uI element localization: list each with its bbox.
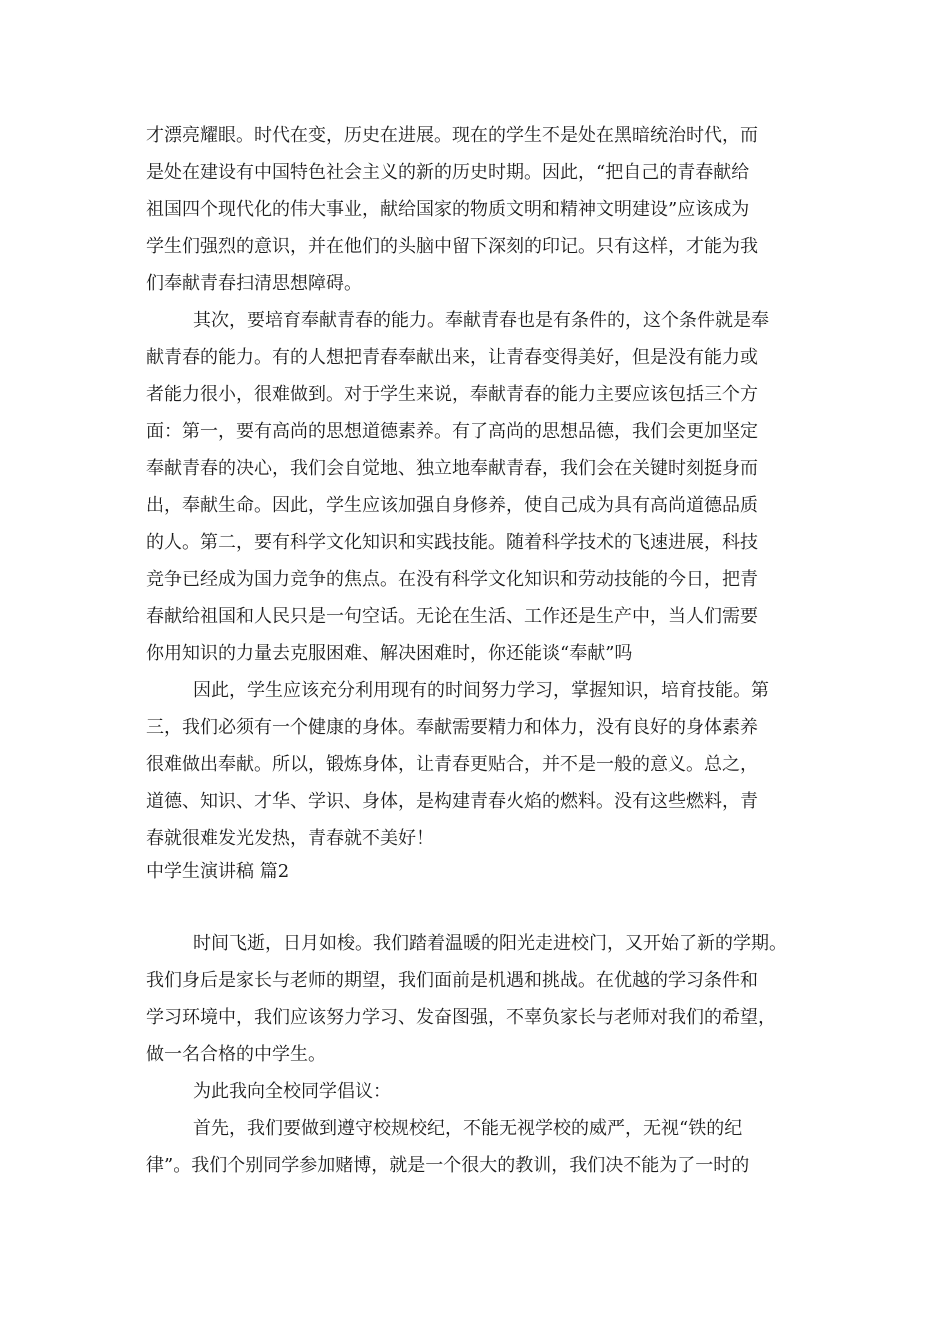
- paragraph-line: 律”。我们个别同学参加赌博，就是一个很大的教训，我们决不能为了一时的: [146, 1155, 750, 1176]
- paragraph-line: 才漂亮耀眼。时代在变，历史在进展。现在的学生不是处在黑暗统治时代，而: [146, 125, 758, 146]
- paragraph-line: 很难做出奉献。所以，锻炼身体，让青春更贴合，并不是一般的意义。总之，: [146, 754, 758, 775]
- paragraph-line: 春献给祖国和人民只是一句空话。无论在生活、工作还是生产中，当人们需要: [146, 606, 758, 627]
- paragraph-line: 做一名合格的中学生。: [146, 1044, 326, 1065]
- paragraph-line: 为此我向全校同学倡议：: [193, 1081, 391, 1102]
- paragraph-line: 春就很难发光发热，青春就不美好！: [146, 828, 434, 849]
- paragraph-line: 道德、知识、才华、学识、身体，是构建青春火焰的燃料。没有这些燃料，青: [146, 791, 758, 812]
- paragraph-line: 者能力很小，很难做到。对于学生来说，奉献青春的能力主要应该包括三个方: [146, 384, 758, 405]
- paragraph-line: 我们身后是家长与老师的期望，我们面前是机遇和挑战。在优越的学习条件和: [146, 970, 758, 991]
- paragraph-line: 三，我们必须有一个健康的身体。奉献需要精力和体力，没有良好的身体素养: [146, 717, 758, 738]
- paragraph-line: 是处在建设有中国特色社会主义的新的历史时期。因此，“把自己的青春献给: [146, 162, 750, 183]
- paragraph-line: 竞争已经成为国力竞争的焦点。在没有科学文化知识和劳动技能的今日，把青: [146, 569, 758, 590]
- paragraph-line: 面：第一，要有高尚的思想道德素养。有了高尚的思想品德，我们会更加坚定: [146, 421, 758, 442]
- paragraph-line: 祖国四个现代化的伟大事业，献给国家的物质文明和精神文明建设”应该成为: [146, 199, 750, 220]
- paragraph-line: 因此，学生应该充分利用现有的时间努力学习，掌握知识，培育技能。第: [193, 680, 769, 701]
- paragraph-line: 其次，要培育奉献青春的能力。奉献青春也是有条件的，这个条件就是奉: [193, 310, 769, 331]
- paragraph-line: 出，奉献生命。因此，学生应该加强自身修养，使自己成为具有高尚道德品质: [146, 495, 758, 516]
- paragraph-line: 你用知识的力量去克服困难、解决困难时，你还能谈“奉献”吗: [146, 643, 633, 664]
- paragraph-line: 的人。第二，要有科学文化知识和实践技能。随着科学技术的飞速进展，科技: [146, 532, 758, 553]
- paragraph-line: 首先，我们要做到遵守校规校纪，不能无视学校的威严，无视“铁的纪: [193, 1118, 743, 1139]
- paragraph-line: 学生们强烈的意识，并在他们的头脑中留下深刻的印记。只有这样，才能为我: [146, 236, 758, 257]
- section-heading: 中学生演讲稿 篇2: [146, 861, 290, 882]
- paragraph-line: 献青春的能力。有的人想把青春奉献出来，让青春变得美好，但是没有能力或: [146, 347, 758, 368]
- paragraph-line: 奉献青春的决心，我们会自觉地、独立地奉献青春，我们会在关键时刻挺身而: [146, 458, 758, 479]
- paragraph-line: 学习环境中，我们应该努力学习、发奋图强，不辜负家长与老师对我们的希望，: [146, 1007, 776, 1028]
- paragraph-line: 们奉献青春扫清思想障碍。: [146, 273, 362, 294]
- paragraph-line: 时间飞逝，日月如梭。我们踏着温暖的阳光走进校门，又开始了新的学期。: [193, 933, 787, 954]
